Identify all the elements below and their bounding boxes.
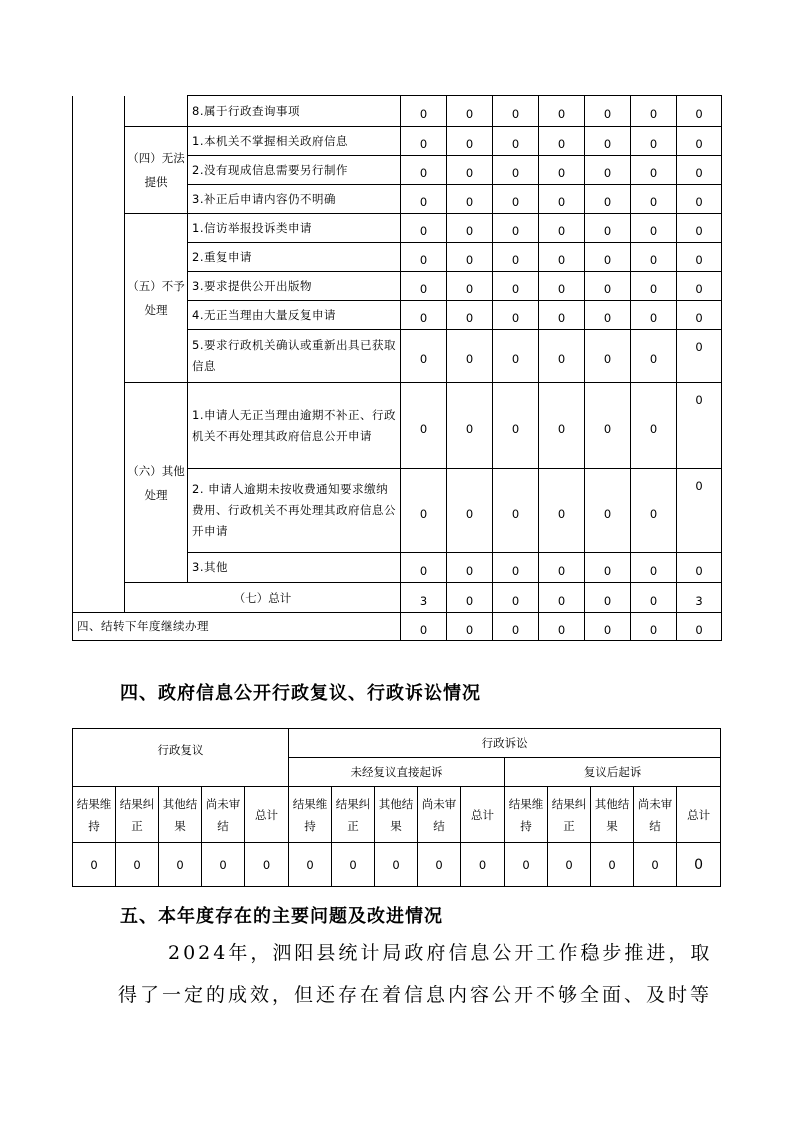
value-cell: 0 [245, 843, 289, 887]
reason-cell: 3.补正后申请内容仍不明确 [188, 185, 401, 214]
value-cell: 0 [631, 469, 677, 553]
paragraph-line: 2024年，泗阳县统计局政府信息公开工作稳步推进，取 [168, 942, 713, 964]
table-row [73, 383, 722, 469]
value-cell: 0 [447, 96, 493, 127]
value-cell: 0 [447, 243, 493, 272]
value-cell: 0 [585, 127, 631, 156]
value-cell: 0 [461, 843, 505, 887]
col-label: 结果纠正 [548, 787, 591, 843]
col-label: 其他结果 [159, 787, 202, 843]
value-cell: 0 [447, 214, 493, 243]
value-cell: 0 [631, 613, 677, 641]
reason-cell: 5.要求行政机关确认或重新出具已获取信息 [188, 330, 401, 383]
value-cell: 0 [585, 214, 631, 243]
col-label: 尚未审结 [418, 787, 461, 843]
col-label: 结果纠正 [116, 787, 159, 843]
value-cell: 0 [493, 330, 539, 383]
col-label: 结果维持 [505, 787, 548, 843]
value-cell: 0 [539, 214, 585, 243]
col-label: 总计 [461, 787, 505, 843]
value-cell: 0 [493, 127, 539, 156]
value-cell: 0 [677, 96, 722, 127]
reason-cell: 2. 申请人逾期未按收费通知要求缴纳费用、行政机关不再处理其政府信息公开申请 [188, 469, 401, 553]
reason-cell: 3.其他 [188, 553, 401, 583]
value-cell: 0 [585, 272, 631, 301]
value-cell: 0 [401, 214, 447, 243]
value-cell: 0 [677, 383, 722, 469]
value-cell: 0 [631, 156, 677, 185]
value-cell: 0 [631, 243, 677, 272]
col-label: 尚未审结 [202, 787, 245, 843]
value-cell: 0 [493, 469, 539, 553]
value-cell: 0 [585, 383, 631, 469]
reason-cell: 4.无正当理由大量反复申请 [188, 301, 401, 330]
table-header-row [73, 729, 721, 758]
value-cell: 0 [401, 469, 447, 553]
section-4-heading: 四、政府信息公开行政复议、行政诉讼情况 [120, 683, 481, 704]
value-cell: 0 [539, 156, 585, 185]
value-cell: 0 [677, 214, 722, 243]
category-cell: （五）不予处理 [125, 214, 188, 383]
value-cell: 0 [585, 613, 631, 641]
value-cell: 0 [493, 613, 539, 641]
value-cell: 0 [539, 383, 585, 469]
value-cell: 0 [539, 127, 585, 156]
value-cell: 0 [631, 127, 677, 156]
value-cell: 0 [539, 243, 585, 272]
value-cell: 0 [493, 156, 539, 185]
value-cell: 0 [539, 301, 585, 330]
table-row-carry [73, 613, 722, 641]
section-5-heading: 五、本年度存在的主要问题及改进情况 [120, 906, 443, 927]
value-cell: 0 [332, 843, 375, 887]
value-cell: 0 [493, 185, 539, 214]
value-cell: 0 [539, 553, 585, 583]
reason-cell: 1.信访举报投诉类申请 [188, 214, 401, 243]
value-cell: 0 [401, 243, 447, 272]
value-cell: 0 [73, 843, 116, 887]
value-cell: 0 [447, 301, 493, 330]
value-cell: 0 [677, 553, 722, 583]
value-cell: 0 [677, 272, 722, 301]
value-cell: 0 [401, 613, 447, 641]
value-cell: 0 [447, 583, 493, 613]
reason-cell: 1.本机关不掌握相关政府信息 [188, 127, 401, 156]
value-cell: 0 [585, 330, 631, 383]
value-cell: 0 [677, 469, 722, 553]
col-label: 结果维持 [73, 787, 116, 843]
value-cell: 0 [677, 843, 721, 887]
value-cell: 0 [677, 330, 722, 383]
value-cell: 0 [447, 553, 493, 583]
reason-cell: 1.申请人无正当理由逾期不补正、行政机关不再处理其政府信息公开申请 [188, 383, 401, 469]
col-label: 总计 [677, 787, 721, 843]
value-cell: 0 [631, 185, 677, 214]
value-cell: 3 [401, 583, 447, 613]
value-cell: 0 [677, 613, 722, 641]
value-cell: 0 [585, 243, 631, 272]
value-cell: 0 [677, 243, 722, 272]
table-label-row [73, 787, 721, 843]
value-cell: 0 [677, 156, 722, 185]
value-cell: 0 [447, 469, 493, 553]
direct-suit-header: 未经复议直接起诉 [289, 758, 505, 787]
value-cell: 0 [401, 553, 447, 583]
value-cell: 0 [447, 613, 493, 641]
value-cell: 0 [447, 185, 493, 214]
value-cell: 0 [677, 127, 722, 156]
value-cell: 0 [289, 843, 332, 887]
outer-category-cell [73, 96, 125, 613]
value-cell: 0 [585, 301, 631, 330]
value-cell: 0 [447, 272, 493, 301]
value-cell: 0 [585, 156, 631, 185]
value-cell: 0 [677, 301, 722, 330]
value-cell: 0 [401, 272, 447, 301]
value-cell: 0 [401, 156, 447, 185]
value-cell: 0 [539, 469, 585, 553]
value-cell: 3 [677, 583, 722, 613]
value-cell: 0 [631, 214, 677, 243]
value-cell: 0 [493, 553, 539, 583]
table-row [73, 214, 722, 243]
value-cell: 0 [539, 185, 585, 214]
value-cell: 0 [631, 383, 677, 469]
value-cell: 0 [539, 272, 585, 301]
col-label: 其他结果 [375, 787, 418, 843]
reason-cell: 2.没有现成信息需要另行制作 [188, 156, 401, 185]
value-cell: 0 [585, 553, 631, 583]
value-cell: 0 [493, 243, 539, 272]
value-cell: 0 [631, 553, 677, 583]
value-cell: 0 [634, 843, 677, 887]
value-cell: 0 [585, 96, 631, 127]
total-label: （七）总计 [125, 583, 401, 613]
value-cell: 0 [539, 330, 585, 383]
value-cell: 0 [401, 330, 447, 383]
value-cell: 0 [631, 96, 677, 127]
value-cell: 0 [493, 272, 539, 301]
paragraph-line: 得了一定的成效，但还存在着信息内容公开不够全面、及时等 [118, 984, 713, 1006]
after-review-header: 复议后起诉 [505, 758, 721, 787]
col-label: 尚未审结 [634, 787, 677, 843]
value-cell: 0 [591, 843, 634, 887]
value-cell: 0 [159, 843, 202, 887]
value-cell: 0 [447, 156, 493, 185]
reason-cell: 3.要求提供公开出版物 [188, 272, 401, 301]
reason-cell: 2.重复申请 [188, 243, 401, 272]
value-cell: 0 [493, 583, 539, 613]
value-cell: 0 [447, 127, 493, 156]
value-cell: 0 [401, 185, 447, 214]
value-cell: 0 [493, 96, 539, 127]
col-label: 其他结果 [591, 787, 634, 843]
value-cell: 0 [401, 96, 447, 127]
value-cell: 0 [493, 383, 539, 469]
category-cell: （四）无法提供 [125, 127, 188, 214]
value-cell: 0 [401, 127, 447, 156]
value-cell: 0 [631, 272, 677, 301]
value-cell: 0 [631, 583, 677, 613]
value-cell: 0 [539, 96, 585, 127]
value-cell: 0 [585, 583, 631, 613]
table-row-total [73, 583, 722, 613]
value-cell: 0 [539, 613, 585, 641]
col-label: 结果维持 [289, 787, 332, 843]
col-label: 结果纠正 [332, 787, 375, 843]
value-cell: 0 [447, 330, 493, 383]
value-cell: 0 [677, 185, 722, 214]
carry-label: 四、结转下年度继续办理 [73, 613, 401, 641]
reason-cell: 8.属于行政查询事项 [188, 96, 401, 127]
value-cell: 0 [375, 843, 418, 887]
value-cell: 0 [631, 301, 677, 330]
category-cell: （六）其他处理 [125, 383, 188, 583]
value-cell: 0 [401, 383, 447, 469]
table-row [73, 96, 722, 127]
value-cell: 0 [202, 843, 245, 887]
table-value-row [73, 843, 721, 887]
application-result-table [72, 95, 722, 641]
value-cell: 0 [505, 843, 548, 887]
review-litigation-table [72, 728, 721, 887]
value-cell: 0 [418, 843, 461, 887]
category-cell [125, 96, 188, 127]
value-cell: 0 [548, 843, 591, 887]
review-header: 行政复议 [73, 729, 289, 787]
value-cell: 0 [585, 185, 631, 214]
table-row [73, 127, 722, 156]
col-label: 总计 [245, 787, 289, 843]
value-cell: 0 [585, 469, 631, 553]
value-cell: 0 [116, 843, 159, 887]
value-cell: 0 [447, 383, 493, 469]
value-cell: 0 [401, 301, 447, 330]
value-cell: 0 [631, 330, 677, 383]
value-cell: 0 [539, 583, 585, 613]
value-cell: 0 [493, 301, 539, 330]
value-cell: 0 [493, 214, 539, 243]
litigation-header: 行政诉讼 [289, 729, 721, 758]
